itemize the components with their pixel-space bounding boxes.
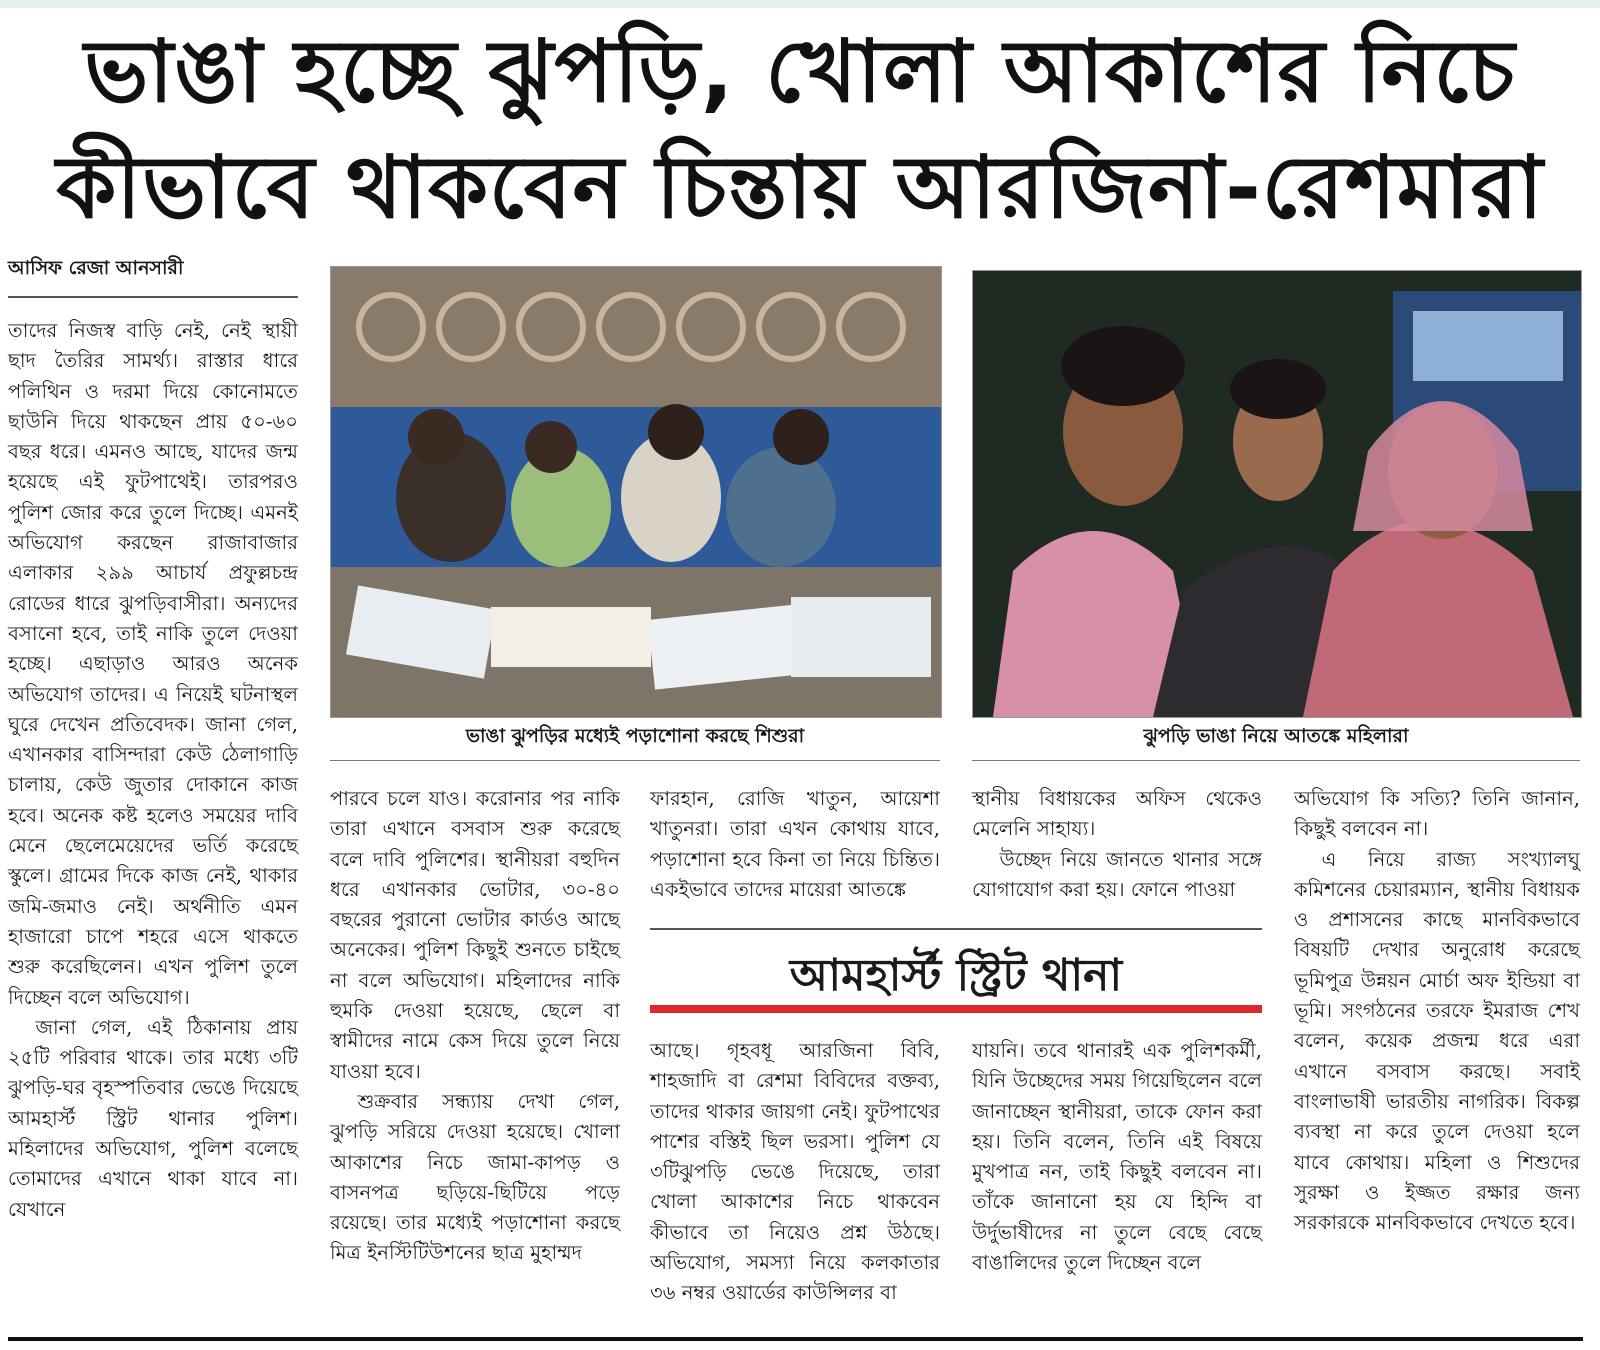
article-column-5 bbox=[1294, 784, 1580, 1238]
subhead-top-rule bbox=[650, 928, 1262, 930]
paragraph: উচ্ছেদ নিয়ে জানতে থানার সঙ্গে যোগাযোগ করা হয়। ফোনে পাওয়া bbox=[972, 847, 1262, 901]
bottom-rule bbox=[8, 1337, 1583, 1341]
paragraph: যায়নি। তবে থানারই এক পুলিশকর্মী, যিনি উচ্ছেদের সময় গিয়েছিলেন বলে জানাচ্ছেন স্থানীয়রা, তাকে ফোন করা হয়। তিনি বলেন, তিনি এই বিষয়ে মুখপাত্র নন, তাই কিছুই বলবেন না। তাঁকে জানানো হয় যে হিন্দি বা উর্দুভাষীদের না তুলে বেছে বেছে বাঙালিদের তুলে দিচ্ছেন বলে bbox=[972, 1039, 1262, 1275]
paragraph: অভিযোগ কি সত্যি? তিনি জানান, কিছুই বলবেন না। bbox=[1294, 787, 1580, 841]
photo-children-studying bbox=[330, 266, 942, 718]
headline-line-2: কীভাবে থাকবেন চিন্তায় আরজিনা-রেশমারা bbox=[56, 138, 1544, 238]
paragraph: জানা গেল, এই ঠিকানায় প্রায় ২৫টি পরিবার থাকে। তার মধ্যে ৩টি ঝুপড়ি-ঘর বৃহস্পতিবার ভেঙে দিয়েছে আমহার্স্ট স্ট্রিট থানার পুলিশ। মহিলাদের অভিযোগ, পুলিশ বলেছে তোমাদের এখানে থাকা যাবে না। যেখানে bbox=[8, 1015, 298, 1221]
article-column-3-bottom bbox=[650, 1036, 940, 1309]
paragraph: তাদের নিজস্ব বাড়ি নেই, নেই স্থায়ী ছাদ তৈরির সামর্থ্য। রাস্তার ধারে পলিথিন ও দরমা দিয়ে কোনোমতে ছাউনি দিয়ে থাকছেন প্রায় ৫০-৬০ বছর ধরে। এমনও আছে, যাদের জন্ম হয়েছে এই ফুটপাথেই। তারপরও পুলিশ জোর করে তুলে দিচ্ছে। এমনই অভিযোগ করছেন রাজাবাজার এলাকার ২৯৯ আচার্য প্রফুল্লচন্দ্র রোডের ধারে ঝুপড়িবাসীরা। অন্যদের বসানো হবে, তাই নাকি তুলে দেওয়া হচ্ছে। এছাড়াও আরও অনেক অভিযোগ তাদের। এ নিয়েই ঘটনাস্থল ঘুরে দেখেন প্রতিবেদক। জানা গেল, এখানকার বাসিন্দারা কেউ ঠেলাগাড়ি চালায়, কেউ জুতার দোকানে কাজ হবে। অনেক কষ্ট হলেও সময়ের দাবি মেনে ছেলেমেয়েদের ভর্তি করেছে স্কুলে। গ্রামের দিকে কাজ নেই, থাকার জমি-জমাও নেই। অর্থনীতি এমন হাজারো চাপে শহরে এসে থাকতে শুরু করেছিলেন। এখন পুলিশ তুলে দিচ্ছেন বলে অভিযোগ। bbox=[8, 319, 298, 1009]
article-column-4-top bbox=[972, 784, 1262, 905]
paragraph: স্থানীয় বিধায়কের অফিস থেকেও মেলেনি সাহায্য। bbox=[972, 787, 1262, 841]
top-strip bbox=[0, 0, 1600, 8]
photo-women bbox=[972, 270, 1582, 718]
paragraph: আছে। গৃহবধূ আরজিনা বিবি, শাহজাদি বা রেশমা বিবিদের বক্তব্য, তাদের থাকার জায়গা নেই। ফুটপাথের পাশের বস্তিই ছিল ভরসা। পুলিশ যে ৩টিঝুপড়ি ভেঙে দিয়েছে, তারা খোলা আকাশের নিচে থাকবেন কীভাবে তা নিয়েও প্রশ্ন উঠছে। অভিযোগ, সমস্যা নিয়ে কলকাতার ৩৬ নম্বর ওয়ার্ডের কাউন্সিলর বা bbox=[650, 1039, 940, 1305]
subhead: আমহার্স্ট স্ট্রিট থানা bbox=[789, 950, 1123, 1001]
photo-caption-children: ভাঙা ঝুপড়ির মধ্যেই পড়াশোনা করছে শিশুরা bbox=[330, 722, 940, 761]
headline-line-1: ভাঙা হচ্ছে ঝুপড়ি, খোলা আকাশের নিচে bbox=[84, 22, 1516, 122]
subhead-red-bar bbox=[650, 1005, 1262, 1013]
photo-caption-women: ঝুপড়ি ভাঙা নিয়ে আতঙ্কে মহিলারা bbox=[972, 722, 1580, 761]
article-column-3-top bbox=[650, 784, 940, 905]
paragraph: ফারহান, রোজি খাতুন, আয়েশা খাতুনরা। তারা এখন কোথায় যাবে, পড়াশোনা হবে কিনা তা নিয়ে চিন্তিত। একইভাবে তাদের মায়েরা আতঙ্কে bbox=[650, 787, 940, 901]
paragraph: এ নিয়ে রাজ্য সংখ্যালঘু কমিশনের চেয়ারম্যান, স্থানীয় বিধায়ক ও প্রশাসনের কাছে মানবিকভাবে বিষয়টি দেখার অনুরোধ করেছে ভূমিপুত্র উন্নয়ন মোর্চা অফ ইন্ডিয়া বা ভূমি। সংগঠনের তরফে ইমরাজ শেখ বলেন, কয়েক প্রজন্ম ধরে এরা এখানে বসবাস করছে। সবাই বাংলাভাষী ভারতীয় নাগরিক। বিকল্প ব্যবস্থা না করে তুলে দেওয়া হলে যাবে কোথায়। মহিলা ও শিশুদের সুরক্ষা ও ইজ্জত রক্ষার জন্য সরকারকে মানবিকভাবে দেখতে হবে। bbox=[1294, 847, 1580, 1235]
article-column-1 bbox=[8, 316, 298, 1225]
paragraph: শুক্রবার সন্ধ্যায় দেখা গেল, ঝুপড়ি সরিয়ে দেওয়া হয়েছে। খোলা আকাশের নিচে জামা-কাপড় ও বাসনপত্র ছড়িয়ে-ছিটিয়ে পড়ে রয়েছে। তার মধ্যেই পড়াশোনা করছে মিত্র ইনস্টিটিউশনের ছাত্র মুহাম্মদ bbox=[330, 1089, 620, 1265]
article-column-2 bbox=[330, 784, 620, 1269]
headline bbox=[0, 14, 1600, 246]
byline: আসিফ রেজা আনসারী bbox=[8, 254, 298, 298]
article-column-4-bottom bbox=[972, 1036, 1262, 1278]
paragraph: পারবে চলে যাও। করোনার পর নাকি তারা এখানে বসবাস শুরু করেছে বলে দাবি পুলিশের। স্থানীয়রা বহুদিন ধরে এখানকার ভোটার, ৩০-৪০ বছরের পুরানো ভোটার কার্ডও আছে অনেকের। পুলিশ কিছুই শুনতে চাইছে না বলে অভিযোগ। মহিলাদের নাকি হুমকি দেওয়া হয়েছে, ছেলে বা স্বামীদের নামে কেস দিয়ে তুলে নিয়ে যাওয়া হবে। bbox=[330, 787, 620, 1083]
